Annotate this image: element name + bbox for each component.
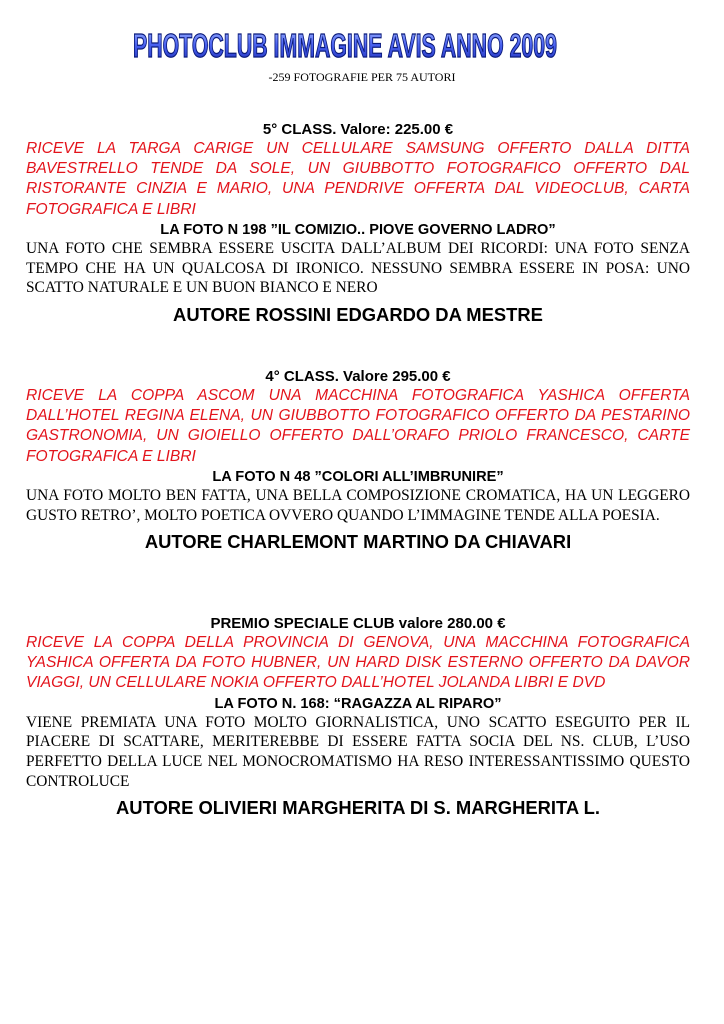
photo-title: LA FOTO N. 168: “RAGAZZA AL RIPARO”	[214, 695, 502, 712]
jury-comment: VIENE PREMIATA UNA FOTO MOLTO GIORNALISTICA, UNO SCATTO ESEGUITO PER IL PIACERE DI SCATTARE, MERITEREBBE DI ESSERE FATTA SOCIA DEL NS. CLUB, L’USO PERFETTO DELLA LUCE NEL MONOCROMATISMO HA RESO INTERESSANTISSIMO QUESTO CONTROLUCE	[26, 713, 690, 790]
class-heading: 4° CLASS. Valore 295.00 €	[265, 368, 451, 385]
class-heading: PREMIO SPECIALE CLUB valore 280.00 €	[210, 615, 506, 632]
photo-title: LA FOTO N 198 ”IL COMIZIO.. PIOVE GOVERNO LADRO”	[160, 221, 556, 238]
jury-comment: UNA FOTO MOLTO BEN FATTA, UNA BELLA COMPOSIZIONE CROMATICA, HA UN LEGGERO GUSTO RETRO’, MOLTO POETICA OVVERO QUANDO L’IMMAGINE TENDE ALLA POESIA.	[26, 486, 690, 524]
photo-title: LA FOTO N 48 ”COLORI ALL’IMBRUNIRE”	[212, 468, 504, 485]
author-name: AUTORE OLIVIERI MARGHERITA DI S. MARGHERITA L.	[116, 797, 600, 819]
author-name: AUTORE ROSSINI EDGARDO DA MESTRE	[173, 303, 543, 325]
banner-title-text: PHOTOCLUB IMMAGINE AVIS ANNO 2009	[132, 28, 557, 64]
award-section-4th-class	[26, 367, 690, 554]
award-section-special-club-prize	[26, 614, 690, 820]
class-heading: 5° CLASS. Valore: 225.00 €	[262, 121, 454, 138]
prize-description: RICEVE LA COPPA DELLA PROVINCIA DI GENOVA, UNA MACCHINA FOTOGRAFICA YASHICA OFFERTA DA FOTO HUBNER, UN HARD DISK ESTERNO OFFERTO DA DAVOR VIAGGI, UN CELLULARE NOKIA OFFERTO DALL’HOTEL JOLANDA LIBRI E DVD	[26, 634, 690, 692]
prize-description: RICEVE LA COPPA ASCOM UNA MACCHINA FOTOGRAFICA YASHICA OFFERTA DALL’HOTEL REGINA ELENA, UN GIUBBOTTO FOTOGRAFICO OFFERTO DA PESTARINO GASTRONOMIA, UN GIOIELLO OFFERTO DALL’ORAFO PRIOLO FRANCESCO, CARTE FOTOGRAFICA E LIBRI	[26, 387, 690, 465]
jury-comment: UNA FOTO CHE SEMBRA ESSERE USCITA DALL’ALBUM DEI RICORDI: UNA FOTO SENZA TEMPO CHE HA UN QUALCOSA DI IRONICO. NESSUNO SEMBRA ESSERE IN POSA: UNO SCATTO NATURALE E UN BUON BIANCO E NERO	[26, 239, 690, 297]
prize-description: RICEVE LA TARGA CARIGE UN CELLULARE SAMSUNG OFFERTO DALLA DITTA BAVESTRELLO TENDE DA SOLE, UN GIUBBOTTO FOTOGRAFICO OFFERTO DAL RISTORANTE CINZIA E MARIO, UNA PENDRIVE OFFERTA DAL VIDEOCLUB, CARTA FOTOGRAFICA E LIBRI	[26, 140, 690, 218]
award-section-5th-class	[26, 120, 690, 327]
author-name: AUTORE CHARLEMONT MARTINO DA CHIAVARI	[144, 531, 572, 553]
subtitle-photo-count: -259 FOTOGRAFIE PER 75 AUTORI	[268, 70, 456, 84]
banner-wordart-title	[130, 18, 560, 64]
